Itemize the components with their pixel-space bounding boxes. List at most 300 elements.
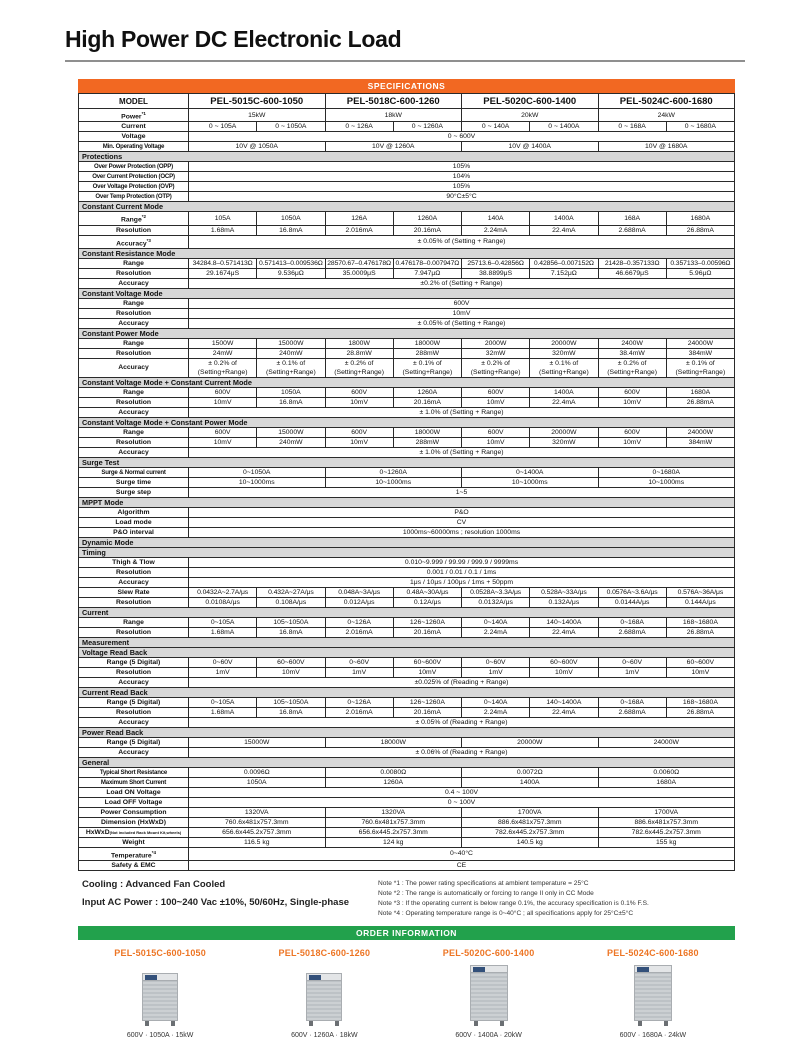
spec-cell: PEL-5018C-600-1260 bbox=[325, 94, 462, 109]
row-label: Range (5 Digital) bbox=[79, 657, 189, 667]
spec-cell: 116.5 kg bbox=[189, 837, 326, 847]
spec-cell: 18kW bbox=[325, 109, 462, 122]
spec-cell: 1320VA bbox=[189, 807, 326, 817]
spec-cell: ± 0.1% of (Setting+Range) bbox=[393, 358, 461, 377]
row-label: Range bbox=[79, 387, 189, 397]
instrument-cabinet-graphic bbox=[634, 965, 672, 1021]
spec-cell: 0.48A~30A/μs bbox=[393, 587, 461, 597]
spec-cell: 600V bbox=[189, 427, 257, 437]
spec-row bbox=[79, 109, 735, 122]
spec-cell: 2.016mA bbox=[325, 627, 393, 637]
spec-cell: ± 0.1% of (Setting+Range) bbox=[666, 358, 734, 377]
spec-cell: 0 ~ 1260A bbox=[393, 122, 461, 132]
spec-cell: 26.88mA bbox=[666, 397, 734, 407]
spec-cell: 28570.67–0.476178Ω bbox=[325, 258, 393, 268]
spec-cell: 2.016mA bbox=[325, 707, 393, 717]
row-label: Voltage bbox=[79, 132, 189, 142]
row-label: Accuracy bbox=[79, 318, 189, 328]
spec-row bbox=[79, 657, 735, 667]
spec-cell: ± 0.05% of (Setting + Range) bbox=[189, 235, 735, 248]
row-label: Over Voltage Protection (OVP) bbox=[79, 182, 189, 192]
spec-cell: 10~1000ms bbox=[189, 477, 326, 487]
spec-cell: 1mV bbox=[189, 667, 257, 677]
footnote: Note *3 : If the operating current is below range 0.1%, the accuracy specification is 0.1% F.S. bbox=[378, 900, 649, 908]
spec-cell: 10mV bbox=[462, 397, 530, 407]
spec-cell: 5.96μΩ bbox=[666, 268, 734, 278]
spec-cell: 10mV bbox=[598, 437, 666, 447]
spec-cell: 600V bbox=[462, 427, 530, 437]
spec-cell: 0.0576A~3.6A/μs bbox=[598, 587, 666, 597]
spec-cell: 38.8899μS bbox=[462, 268, 530, 278]
spec-cell: 7.152μΩ bbox=[530, 268, 598, 278]
spec-cell: 1mV bbox=[598, 667, 666, 677]
spec-row bbox=[79, 427, 735, 437]
row-label: Surge step bbox=[79, 487, 189, 497]
spec-cell: 10mV bbox=[189, 397, 257, 407]
spec-cell: 10mV bbox=[598, 397, 666, 407]
row-label: Accuracy bbox=[79, 677, 189, 687]
spec-row bbox=[79, 777, 735, 787]
spec-cell: PEL-5020C-600-1400 bbox=[462, 94, 599, 109]
spec-cell: 2.24mA bbox=[462, 627, 530, 637]
spec-row bbox=[79, 617, 735, 627]
row-label: HxWxD(Not included Rack Mount Kit,wheels) bbox=[79, 827, 189, 837]
spec-cell: 384mW bbox=[666, 437, 734, 447]
spec-cell: 0~168A bbox=[598, 697, 666, 707]
section-title: Voltage Read Back bbox=[79, 647, 735, 657]
instrument-cabinet-graphic bbox=[470, 965, 508, 1021]
spec-cell: 1.68mA bbox=[189, 707, 257, 717]
spec-cell: 0 ~ 126A bbox=[325, 122, 393, 132]
cabinet-feet bbox=[474, 1021, 504, 1026]
spec-cell: 10mV bbox=[189, 308, 735, 318]
spec-row bbox=[79, 487, 735, 497]
row-label: Load ON Voltage bbox=[79, 787, 189, 797]
spec-cell: 0~1680A bbox=[598, 467, 735, 477]
row-label: Resolution bbox=[79, 627, 189, 637]
spec-row bbox=[79, 787, 735, 797]
section-header-row bbox=[79, 328, 735, 338]
spec-row bbox=[79, 192, 735, 202]
spec-section bbox=[78, 79, 735, 1039]
spec-cell: 0.0528A~3.3A/μs bbox=[462, 587, 530, 597]
spec-cell: 0 ~ 100V bbox=[189, 797, 735, 807]
spec-row bbox=[79, 817, 735, 827]
section-title: Constant Current Mode bbox=[79, 202, 735, 212]
row-label: Accuracy bbox=[79, 717, 189, 727]
row-label: Load OFF Voltage bbox=[79, 797, 189, 807]
row-label: Power$^{*1}$ bbox=[79, 109, 189, 122]
spec-cell: ±0.025% of (Reading + Range) bbox=[189, 677, 735, 687]
spec-cell: 126~1260A bbox=[393, 617, 461, 627]
spec-cell: 0.132A/μs bbox=[530, 597, 598, 607]
spec-cell: ± 0.1% of (Setting+Range) bbox=[530, 358, 598, 377]
spec-cell: 20.16mA bbox=[393, 627, 461, 637]
section-header-row bbox=[79, 152, 735, 162]
spec-cell: 126~1260A bbox=[393, 697, 461, 707]
order-product bbox=[571, 948, 735, 1039]
spec-cell: 0.012A/μs bbox=[325, 597, 393, 607]
product-caption: 600V · 1400A · 20kW bbox=[455, 1032, 522, 1040]
spec-row bbox=[79, 677, 735, 687]
spec-cell: ± 0.06% of (Reading + Range) bbox=[189, 747, 735, 757]
cabinet-front-panel bbox=[471, 966, 507, 973]
spec-cell: 140~1400A bbox=[530, 617, 598, 627]
spec-cell: 90°C±5°C bbox=[189, 192, 735, 202]
spec-row bbox=[79, 348, 735, 358]
spec-cell: 60~600V bbox=[530, 657, 598, 667]
spec-cell: 140.5 kg bbox=[462, 837, 599, 847]
cabinet-display-screen bbox=[309, 975, 321, 980]
row-label: Range bbox=[79, 617, 189, 627]
product-image bbox=[306, 964, 342, 1026]
spec-cell: 1680A bbox=[598, 777, 735, 787]
section-header-row bbox=[79, 288, 735, 298]
spec-cell: 24mW bbox=[189, 348, 257, 358]
spec-cell: 0~60V bbox=[462, 657, 530, 667]
row-label: Surge & Normal current bbox=[79, 467, 189, 477]
spec-cell: 240mW bbox=[257, 348, 325, 358]
spec-cell: 0.357133–0.00596Ω bbox=[666, 258, 734, 268]
spec-row bbox=[79, 447, 735, 457]
spec-cell: 1.68mA bbox=[189, 627, 257, 637]
spec-cell: 140~1400A bbox=[530, 697, 598, 707]
instrument-cabinet-graphic bbox=[306, 973, 342, 1021]
row-label: Slew Rate bbox=[79, 587, 189, 597]
row-label: Range bbox=[79, 427, 189, 437]
section-title: Constant Voltage Mode bbox=[79, 288, 735, 298]
spec-row bbox=[79, 437, 735, 447]
section-header-row bbox=[79, 687, 735, 697]
spec-cell: 46.6679μS bbox=[598, 268, 666, 278]
spec-cell: 0~1260A bbox=[325, 467, 462, 477]
spec-cell: 1260A bbox=[393, 212, 461, 225]
footnotes bbox=[378, 879, 735, 920]
row-label: Range (5 Digital) bbox=[79, 737, 189, 747]
row-label: Dimension (HxWxD) bbox=[79, 817, 189, 827]
cabinet-front-panel bbox=[307, 974, 341, 981]
spec-cell: 124 kg bbox=[325, 837, 462, 847]
row-label: Accuracy bbox=[79, 278, 189, 288]
row-label: P&O interval bbox=[79, 527, 189, 537]
spec-cell: 2.24mA bbox=[462, 707, 530, 717]
spec-cell: 16.8mA bbox=[257, 397, 325, 407]
spec-cell: 0.42856–0.007152Ω bbox=[530, 258, 598, 268]
section-title: Power Read Back bbox=[79, 727, 735, 737]
spec-row bbox=[79, 737, 735, 747]
spec-cell: ± 0.05% of (Reading + Range) bbox=[189, 717, 735, 727]
spec-cell: 0.432A~27A/μs bbox=[257, 587, 325, 597]
spec-cell: 10V @ 1260A bbox=[325, 142, 462, 152]
spec-cell: 0.4 ~ 100V bbox=[189, 787, 735, 797]
spec-cell: 29.1674μS bbox=[189, 268, 257, 278]
spec-cell: 105~1050A bbox=[257, 697, 325, 707]
spec-cell: ± 1.0% of (Setting + Range) bbox=[189, 407, 735, 417]
spec-cell: 1050A bbox=[189, 777, 326, 787]
section-title: Protections bbox=[79, 152, 735, 162]
section-header-row bbox=[79, 497, 735, 507]
spec-cell: 1260A bbox=[325, 777, 462, 787]
spec-cell: 600V bbox=[598, 427, 666, 437]
page-title: High Power DC Electronic Load bbox=[65, 26, 745, 62]
spec-cell: 600V bbox=[462, 387, 530, 397]
footnote: Note *4 : Operating temperature range is 0~40°C ; all specifications apply for 25°C±5°C bbox=[378, 910, 634, 918]
section-title: Current bbox=[79, 607, 735, 617]
spec-cell: 782.6x445.2x757.3mm bbox=[462, 827, 599, 837]
spec-row bbox=[79, 517, 735, 527]
spec-cell: 0.0080Ω bbox=[325, 767, 462, 777]
spec-cell: 10mV bbox=[462, 437, 530, 447]
product-image bbox=[470, 964, 508, 1026]
spec-cell: 1260A bbox=[393, 387, 461, 397]
spec-cell: 1000ms~60000ms ; resolution 1000ms bbox=[189, 527, 735, 537]
spec-cell: CE bbox=[189, 861, 735, 871]
spec-cell: 600V bbox=[189, 298, 735, 308]
spec-cell: 0~60V bbox=[325, 657, 393, 667]
row-label: Resolution bbox=[79, 268, 189, 278]
spec-cell: 18000W bbox=[325, 737, 462, 747]
spec-cell: ± 0.05% of (Setting + Range) bbox=[189, 318, 735, 328]
spec-cell: 320mW bbox=[530, 348, 598, 358]
spec-cell: 0~40°C bbox=[189, 847, 735, 860]
spec-row bbox=[79, 318, 735, 328]
spec-cell: 10mV bbox=[325, 437, 393, 447]
row-label: Resolution bbox=[79, 348, 189, 358]
section-title: Current Read Back bbox=[79, 687, 735, 697]
spec-cell: 1680A bbox=[666, 212, 734, 225]
row-label: Resolution bbox=[79, 667, 189, 677]
spec-cell: 0.0132A/μs bbox=[462, 597, 530, 607]
spec-row bbox=[79, 477, 735, 487]
section-header-row bbox=[79, 727, 735, 737]
row-label: Resolution bbox=[79, 397, 189, 407]
section-header-row bbox=[79, 647, 735, 657]
spec-cell: 10V @ 1050A bbox=[189, 142, 326, 152]
row-label: Resolution bbox=[79, 707, 189, 717]
spec-cell: 105A bbox=[189, 212, 257, 225]
spec-cell: 288mW bbox=[393, 348, 461, 358]
spec-cell: 21428–0.357133Ω bbox=[598, 258, 666, 268]
row-label: Range bbox=[79, 258, 189, 268]
spec-cell: 2400W bbox=[598, 338, 666, 348]
row-label: Accuracy bbox=[79, 407, 189, 417]
spec-cell: 0.0096Ω bbox=[189, 767, 326, 777]
spec-cell: 656.6x445.2x757.3mm bbox=[325, 827, 462, 837]
spec-cell: 2.24mA bbox=[462, 225, 530, 235]
spec-cell: ± 0.2% of (Setting+Range) bbox=[462, 358, 530, 377]
cabinet-feet bbox=[638, 1021, 668, 1026]
spec-cell: 32mW bbox=[462, 348, 530, 358]
section-header-row bbox=[79, 457, 735, 467]
footer-block bbox=[78, 879, 735, 920]
row-label: Range$^{*2}$ bbox=[79, 212, 189, 225]
spec-cell: 10mV bbox=[666, 667, 734, 677]
section-title: Dynamic Mode bbox=[79, 537, 735, 547]
spec-cell: 0~168A bbox=[598, 617, 666, 627]
spec-cell: 15000W bbox=[257, 427, 325, 437]
spec-cell: 1mV bbox=[462, 667, 530, 677]
spec-cell: 782.6x445.2x757.3mm bbox=[598, 827, 735, 837]
spec-cell: 26.88mA bbox=[666, 225, 734, 235]
spec-row bbox=[79, 567, 735, 577]
spec-cell: 0.010~9.999 / 99.99 / 999.9 / 9999ms bbox=[189, 557, 735, 567]
spec-cell: 1700VA bbox=[462, 807, 599, 817]
order-product bbox=[242, 948, 406, 1039]
product-model-name: PEL-5015C-600-1050 bbox=[114, 948, 206, 959]
spec-row bbox=[79, 861, 735, 871]
section-title: Constant Resistance Mode bbox=[79, 248, 735, 258]
spec-cell: 0.0072Ω bbox=[462, 767, 599, 777]
spec-cell: 1050A bbox=[257, 387, 325, 397]
spec-cell: 105% bbox=[189, 162, 735, 172]
row-label: Safety & EMC bbox=[79, 861, 189, 871]
spec-cell: 10mV bbox=[257, 667, 325, 677]
spec-row bbox=[79, 827, 735, 837]
spec-cell: 126A bbox=[325, 212, 393, 225]
spec-cell: 60~600V bbox=[393, 657, 461, 667]
spec-cell: 26.88mA bbox=[666, 627, 734, 637]
spec-cell: 240mW bbox=[257, 437, 325, 447]
spec-cell: 10mV bbox=[189, 437, 257, 447]
spec-cell: 104% bbox=[189, 172, 735, 182]
spec-row bbox=[79, 557, 735, 567]
spec-cell: 10mV bbox=[530, 667, 598, 677]
spec-row bbox=[79, 667, 735, 677]
spec-cell: 0~105A bbox=[189, 617, 257, 627]
spec-cell: 2.016mA bbox=[325, 225, 393, 235]
spec-cell: 2000W bbox=[462, 338, 530, 348]
spec-cell: 16.8mA bbox=[257, 707, 325, 717]
section-title: Timing bbox=[79, 547, 735, 557]
spec-row bbox=[79, 358, 735, 377]
cabinet-feet bbox=[309, 1021, 339, 1026]
spec-cell: 18000W bbox=[393, 338, 461, 348]
row-label: Range bbox=[79, 298, 189, 308]
spec-row bbox=[79, 807, 735, 817]
spec-cell: 0.0432A~2.7A/μs bbox=[189, 587, 257, 597]
row-label: Resolution bbox=[79, 308, 189, 318]
spec-cell: 0.0144A/μs bbox=[598, 597, 666, 607]
order-product bbox=[407, 948, 571, 1039]
spec-row bbox=[79, 707, 735, 717]
row-label: Resolution bbox=[79, 597, 189, 607]
spec-cell: 0.571413–0.009536Ω bbox=[257, 258, 325, 268]
spec-cell: 60~600V bbox=[666, 657, 734, 667]
spec-row bbox=[79, 132, 735, 142]
spec-row bbox=[79, 627, 735, 637]
cabinet-front-panel bbox=[635, 966, 671, 973]
spec-cell: 0~140A bbox=[462, 617, 530, 627]
spec-cell: 20.16mA bbox=[393, 707, 461, 717]
spec-cell: 0~126A bbox=[325, 697, 393, 707]
footnote: Note *1 : The power rating specifications at ambient temperature = 25°C bbox=[378, 880, 589, 888]
spec-cell: 1~5 bbox=[189, 487, 735, 497]
spec-row bbox=[79, 278, 735, 288]
spec-row bbox=[79, 258, 735, 268]
section-header-row bbox=[79, 547, 735, 557]
spec-cell: 0 ~ 1050A bbox=[257, 122, 325, 132]
product-model-name: PEL-5018C-600-1260 bbox=[278, 948, 371, 959]
spec-row bbox=[79, 717, 735, 727]
footnote: Note *2 : The range is automatically or forcing to range II only in CC Mode bbox=[378, 890, 594, 898]
spec-cell: 600V bbox=[598, 387, 666, 397]
spec-cell: 15kW bbox=[189, 109, 326, 122]
spec-row bbox=[79, 587, 735, 597]
spec-cell: 10~1000ms bbox=[598, 477, 735, 487]
row-label: Over Temp Protection (OTP) bbox=[79, 192, 189, 202]
spec-cell: PEL-5024C-600-1680 bbox=[598, 94, 735, 109]
cabinet-display-screen bbox=[145, 975, 157, 980]
row-label: Resolution bbox=[79, 437, 189, 447]
spec-cell: 0~1400A bbox=[462, 467, 599, 477]
product-image bbox=[142, 964, 178, 1026]
section-title: Surge Test bbox=[79, 457, 735, 467]
row-label: Algorithm bbox=[79, 507, 189, 517]
spec-cell: 0.0108A/μs bbox=[189, 597, 257, 607]
spec-cell: 600V bbox=[325, 387, 393, 397]
row-label: Current bbox=[79, 122, 189, 132]
spec-row bbox=[79, 507, 735, 517]
spec-cell: 0~60V bbox=[598, 657, 666, 667]
spec-cell: 35.0009μS bbox=[325, 268, 393, 278]
cooling-line: Cooling : Advanced Fan Cooled bbox=[82, 879, 226, 891]
spec-row bbox=[79, 308, 735, 318]
spec-cell: 10V @ 1400A bbox=[462, 142, 599, 152]
spec-cell: 22.4mA bbox=[530, 627, 598, 637]
spec-cell: 34284.8–0.571413Ω bbox=[189, 258, 257, 268]
section-title: Constant Voltage Mode + Constant Power Mode bbox=[79, 417, 735, 427]
spec-cell: 24kW bbox=[598, 109, 735, 122]
row-label: Accuracy bbox=[79, 747, 189, 757]
spec-cell: 168~1680A bbox=[666, 697, 734, 707]
spec-row bbox=[79, 407, 735, 417]
spec-cell: 0.001 / 0.01 / 0.1 / 1ms bbox=[189, 567, 735, 577]
spec-row bbox=[79, 162, 735, 172]
spec-cell: 1.68mA bbox=[189, 225, 257, 235]
spec-row bbox=[79, 397, 735, 407]
spec-cell: 288mW bbox=[393, 437, 461, 447]
spec-cell: 0.528A~33A/μs bbox=[530, 587, 598, 597]
row-label: Typical Short Resistance bbox=[79, 767, 189, 777]
spec-cell: 760.6x481x757.3mm bbox=[325, 817, 462, 827]
spec-cell: 384mW bbox=[666, 348, 734, 358]
spec-cell: 140A bbox=[462, 212, 530, 225]
spec-cell: 0.12A/μs bbox=[393, 597, 461, 607]
spec-cell: 15000W bbox=[257, 338, 325, 348]
section-header-row bbox=[79, 202, 735, 212]
specifications-table bbox=[78, 93, 735, 871]
spec-row bbox=[79, 837, 735, 847]
spec-cell: 168~1680A bbox=[666, 617, 734, 627]
spec-cell: 38.4mW bbox=[598, 348, 666, 358]
spec-cell: 7.947μΩ bbox=[393, 268, 461, 278]
spec-row bbox=[79, 235, 735, 248]
spec-cell: 20000W bbox=[530, 427, 598, 437]
spec-cell: 24000W bbox=[666, 427, 734, 437]
row-label: Accuracy bbox=[79, 447, 189, 457]
cabinet-display-screen bbox=[473, 967, 485, 972]
spec-row bbox=[79, 577, 735, 587]
spec-cell: 155 kg bbox=[598, 837, 735, 847]
spec-cell: PEL-5015C-600-1050 bbox=[189, 94, 326, 109]
row-label: Surge time bbox=[79, 477, 189, 487]
row-label: Range (5 Digital) bbox=[79, 697, 189, 707]
spec-row bbox=[79, 182, 735, 192]
spec-cell: ± 0.2% of (Setting+Range) bbox=[325, 358, 393, 377]
row-label: Accuracy$^{*3}$ bbox=[79, 235, 189, 248]
spec-cell: 0 ~ 600V bbox=[189, 132, 735, 142]
spec-row bbox=[79, 122, 735, 132]
